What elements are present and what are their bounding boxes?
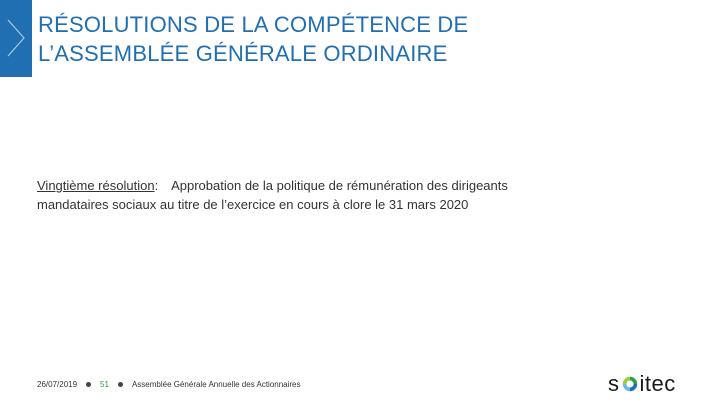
soitec-logo — [608, 372, 698, 396]
logo-text-suffix: itec — [639, 371, 676, 396]
chevron-right-icon — [0, 0, 32, 77]
footer — [37, 378, 301, 390]
footer-separator-dot — [118, 382, 123, 387]
footer-separator-dot — [86, 382, 91, 387]
footer-meeting-name: Assemblée Générale Annuelle des Actionnaires — [131, 379, 301, 389]
resolution-description-line-2: mandataires sociaux au titre de l’exercice en cours à clore le 31 mars 2020 — [37, 197, 469, 212]
slide-title-line-2: L’ASSEMBLÉE GÉNÉRALE ORDINAIRE — [38, 41, 448, 66]
slide-title-line-1: RÉSOLUTIONS DE LA COMPÉTENCE DE — [38, 12, 469, 37]
resolution-colon: : — [154, 178, 159, 193]
resolution-text — [37, 176, 677, 214]
side-accent-bar — [0, 0, 32, 77]
page-number: 51 — [100, 379, 109, 389]
logo-o-mark-icon — [621, 375, 639, 393]
slide-title — [38, 10, 678, 68]
logo-text-prefix: s — [608, 371, 620, 396]
footer-date: 26/07/2019 — [37, 379, 78, 389]
resolution-description-line-1: Approbation de la politique de rémunération des dirigeants — [171, 178, 508, 193]
resolution-label: Vingtième résolution — [37, 178, 155, 193]
